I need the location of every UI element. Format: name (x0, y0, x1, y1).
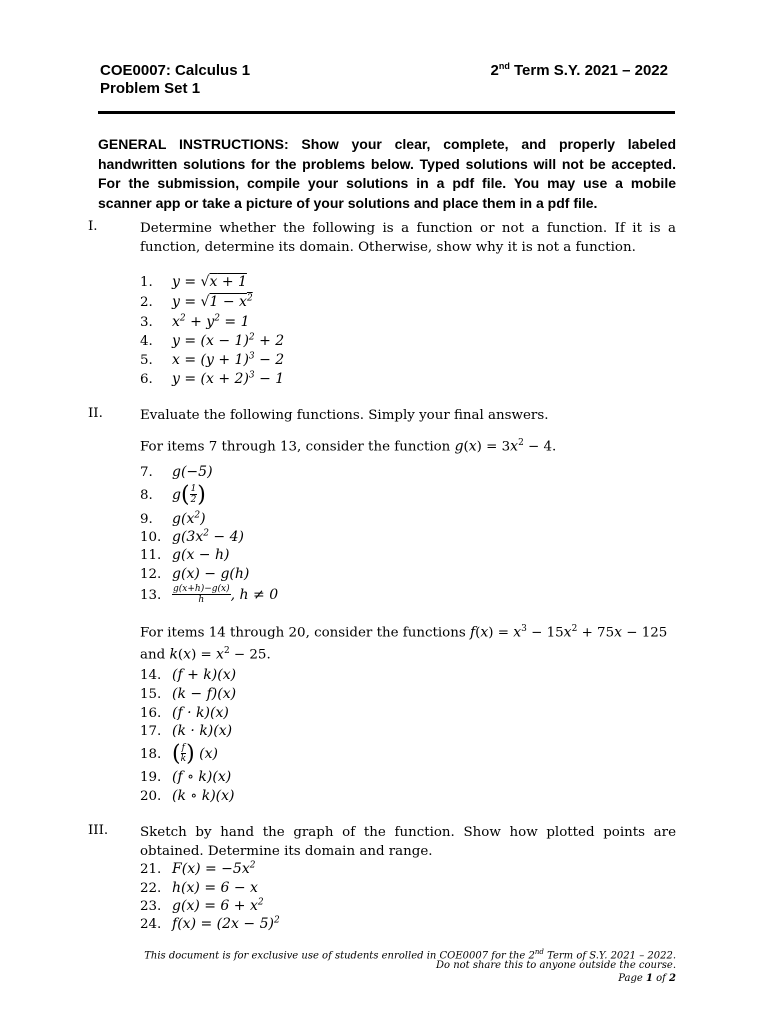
section-2-numeral: II. (88, 406, 103, 421)
section-2-text: Evaluate the following functions. Simply your final answers. (140, 408, 549, 423)
item-expression: (k − f)(x) (172, 686, 237, 702)
item-expression: (k · k)(x) (172, 723, 233, 739)
section-3-numeral: III. (88, 823, 109, 838)
item-number: 7. (140, 465, 153, 480)
item-expression: $g(x) = 6 + x^2$ (172, 897, 264, 914)
list-item (140, 704, 229, 722)
item-expression: $F(x) = -5x^2$ (172, 860, 256, 877)
item-number: 21. (140, 862, 162, 877)
item-number: 12. (140, 567, 162, 582)
item-expression: ( $\frac{f}{k}$ ) (x) (172, 741, 218, 766)
item-number: 17. (140, 724, 162, 739)
list-item (140, 787, 235, 805)
item-number: 16. (140, 706, 162, 721)
list-item (140, 685, 236, 703)
item-expression: g(x) − g(h) (172, 566, 250, 582)
section-1-numeral: I. (88, 219, 98, 234)
list-item (140, 463, 213, 481)
section-2-intro-1: For items 7 through 13, consider the function $g(x) = 3x^2 - 4$. (140, 438, 557, 455)
list-item (140, 860, 255, 878)
item-number: 22. (140, 881, 162, 896)
course-title: COE0007: Calculus 1 (100, 62, 251, 79)
list-item (140, 741, 218, 767)
term-sup: nd (498, 61, 510, 71)
item-number: 8. (140, 487, 153, 503)
section-3-text: Sketch by hand the graph of the function. Show how plotted points are obtained. Determine its domain and range. (140, 825, 676, 859)
item-number: 9. (140, 512, 153, 527)
list-item (140, 584, 278, 610)
list-item (140, 510, 206, 528)
item-expression: g(x − h) (172, 547, 230, 563)
item-expression: $y = √1 - x^2$ (172, 293, 253, 310)
item-expression: (f + k)(x) (172, 667, 237, 683)
item-number: 14. (140, 668, 162, 683)
item-number: 1. (140, 275, 153, 290)
item-expression: (k ∘ k)(x) (172, 788, 235, 804)
list-item (140, 768, 231, 786)
item-expression: $g(3x^2 - 4)$ (172, 528, 244, 545)
item-expression: (f · k)(x) (172, 705, 229, 721)
list-item (140, 565, 249, 583)
list-item (140, 293, 253, 311)
section-1-text: Determine whether the following is a function or not a function. If it is a function, determine its domain. Otherwise, show why it is not a function. (140, 221, 676, 255)
item-number: 23. (140, 899, 162, 914)
item-expression: $g(x^2)$ (172, 510, 206, 527)
list-item (140, 666, 236, 684)
item-expression: g( $\frac{1}{2}$ ) (172, 482, 206, 507)
footer-line-1b: Term of S.Y. 2021 – 2022. (543, 950, 676, 962)
item-expression: $x^2 + y^2 = 1$ (172, 313, 250, 330)
list-item (140, 482, 206, 508)
item-number: 3. (140, 315, 153, 330)
list-item (140, 273, 247, 291)
list-item (140, 332, 284, 350)
term-label (490, 62, 668, 80)
list-item (140, 546, 229, 564)
item-expression: $y = (x + 2)^3 - 1$ (172, 370, 285, 387)
item-expression: $f(x) = (2x - 5)^2$ (172, 915, 280, 932)
item-expression: (f ∘ k)(x) (172, 769, 232, 785)
item-number: 2. (140, 295, 153, 310)
page-total: 2 (669, 973, 676, 984)
item-number: 18. (140, 746, 162, 762)
footer-share-warning: Do not share this to anyone outside the course. (435, 960, 676, 971)
item-expression: $\frac{g(x+h)-g(x)}{h}$ , h ≠ 0 (173, 584, 279, 605)
list-item (140, 313, 249, 331)
list-item (140, 351, 284, 369)
footer-line-1a: This document is for exclusive use of students enrolled in COE0007 for the 2 (144, 950, 535, 962)
list-item (140, 370, 284, 388)
item-number: 5. (140, 353, 153, 368)
footer-sup: nd (534, 948, 544, 956)
item-expression: g(−5) (172, 464, 213, 480)
page-of: of (652, 973, 670, 984)
item-number: 10. (140, 530, 162, 545)
item-number: 11. (140, 548, 162, 563)
general-instructions: GENERAL INSTRUCTIONS: Show your clear, complete, and properly labeled handwritten solutions for the problems below. Typed solutions will not be accepted. For the submission, compile your solutions in a pdf file. You may use a mobile scanner app or take a picture of your solutions and place them in a pdf file. (98, 136, 676, 211)
list-item (140, 722, 232, 740)
problem-set-title: Problem Set 1 (100, 80, 201, 97)
item-expression: $y = (x - 1)^2 + 2$ (172, 332, 285, 349)
item-number: 24. (140, 917, 162, 932)
header-divider (98, 111, 675, 114)
list-item (140, 915, 280, 933)
section-2-intro-2: For items 14 through 20, consider the functions $f(x) = x^3 - 15x^2 + 75x - 125$ and $k(x) = x^2 - 25$. (140, 624, 668, 663)
item-number: 4. (140, 334, 153, 349)
list-item (140, 897, 264, 915)
item-number: 13. (140, 587, 162, 603)
page-number (618, 972, 676, 985)
page-word: Page (618, 973, 646, 984)
item-expression: y = √x + 1 (172, 274, 247, 290)
item-expression: $x = (y + 1)^3 - 2$ (172, 351, 285, 368)
item-number: 19. (140, 770, 162, 785)
item-number: 20. (140, 789, 162, 804)
item-number: 6. (140, 372, 153, 387)
item-number: 15. (140, 687, 162, 702)
term-prefix: 2 (490, 62, 499, 79)
list-item (140, 879, 258, 897)
page-current: 1 (645, 973, 653, 984)
item-expression: h(x) = 6 − x (172, 880, 258, 896)
term-rest: Term S.Y. 2021 – 2022 (509, 62, 668, 79)
list-item (140, 528, 244, 546)
